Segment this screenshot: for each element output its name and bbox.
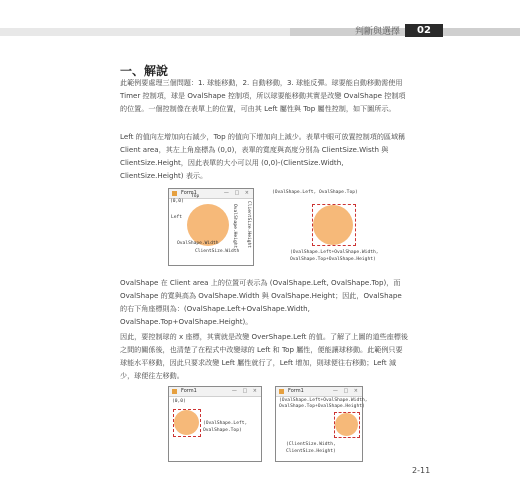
figure1-height-label: OvalShape.Height [232, 204, 237, 249]
figure4-top-label-1: (OvalShape.Left+OvalShape.Width, [279, 398, 368, 403]
figure4-ball [335, 413, 358, 436]
figure3-window-title: Form1 [181, 388, 197, 394]
figure2-ball [313, 205, 353, 245]
page-number: 2-11 [412, 466, 431, 475]
figure1-form-window [168, 188, 254, 266]
paragraph-intro: 此範例要處理三個問題：1. 球能移動，2. 自動移動，3. 球能反彈。球要能自動移動需使用 Timer 控制項，球是 OvalShape 控制項，所以球要能移動其實是改變 OvalShape 控制項的位置。一個控制像在表單上的位置，可由其 Left 屬性與 Top 屬性控制，如下圖所示。 [120, 78, 406, 113]
figure4-top-label-2: OvalShape.Top+OvalShape.Height) [279, 404, 365, 409]
figure1-client-width-label: ClientSize.Width [195, 249, 240, 254]
paragraph-coordinates: Left 的值向左增加向右減少，Top 的值向下增加向上減少。表單中眼可放置控制項的區域稱 Client area，其左上角座標為 (0,0)，表單的寬度與高度分別為 ClientSize.Wisth 與 ClientSize.Height，因此表單的大小可以用 (0,0)-(ClientSize.Width, ClientSize.Height) 表示。 [120, 132, 406, 180]
figure1-ball [187, 204, 229, 246]
chapter-number: 02 [405, 24, 443, 37]
figure2-bottom-label-1: (OvalShape.Left+OvalShape.Width, [290, 250, 379, 255]
figure1-origin-label: (0,0) [170, 199, 184, 204]
header-bar-light [0, 28, 290, 36]
figure1-titlebar [169, 189, 253, 199]
figure1-window-title: Form1 [181, 190, 197, 196]
form-app-icon [172, 389, 177, 394]
figure2-top-label: (OvalShape.Left, OvalShape.Top) [272, 190, 358, 195]
figure3-shape-label-1: (OvalShape.Left, [203, 421, 248, 426]
figure3-titlebar [169, 387, 261, 397]
figure1-left-label: Left [171, 215, 183, 220]
form-app-icon [172, 191, 177, 196]
figure1-client-height-label: ClientSize.Height [246, 201, 251, 249]
figure4-window-title: Form1 [288, 388, 304, 394]
window-controls-icon: — □ × [223, 190, 251, 196]
figure3-origin-label: (0,0) [172, 399, 186, 404]
figure3-form-window [168, 386, 262, 462]
figure4-titlebar [276, 387, 362, 397]
figure4-bottom-label-1: (ClientSize.Width, [286, 442, 336, 447]
figure4-form-window [275, 386, 368, 462]
figure2-bottom-label-2: OvalShape.Top+OvalShape.Height) [290, 257, 376, 262]
chapter-title: 判斷與選擇 [355, 27, 401, 37]
figure1-width-label: OvalShape.Width [177, 241, 219, 246]
figure3-ball [174, 410, 199, 435]
figure3-shape-label-2: OvalShape.Top) [203, 428, 242, 433]
section-title: 一、解說 [120, 64, 169, 78]
paragraph-ovalshape-position: OvalShape 在 Client area 上的位置可表示為 (OvalShape.Left, OvalShape.Top)，而 OvalShape 的寬與高為 OvalShape.Width 與 OvalShape.Height；因此，OvalShape 的右下角座標則為：(OvalShape.Left+OvalShape.Width, OvalShape.Top+OvalShape.Height)。 [120, 278, 402, 326]
window-controls-icon: — □ × [332, 388, 360, 394]
paragraph-moving: 因此，要控制球的 x 座標，其實就是改變 OverShape.Left 的值。了解了上圖的道些座標後之間的關係後，也清楚了在程式中改變球的 Left 和 Top 屬性，便能讓球移動。此範例只要球能水平移動，因此只要求改變 Left 屬性就行了，Left 增加，則球便往右移動；Left 減少，球便往左移動。 [120, 332, 408, 380]
window-controls-icon: — □ × [231, 388, 259, 394]
figure1-top-label: Top [191, 194, 200, 199]
form-app-icon [279, 389, 284, 394]
figure4-bottom-label-2: ClientSize.Height) [286, 449, 336, 454]
